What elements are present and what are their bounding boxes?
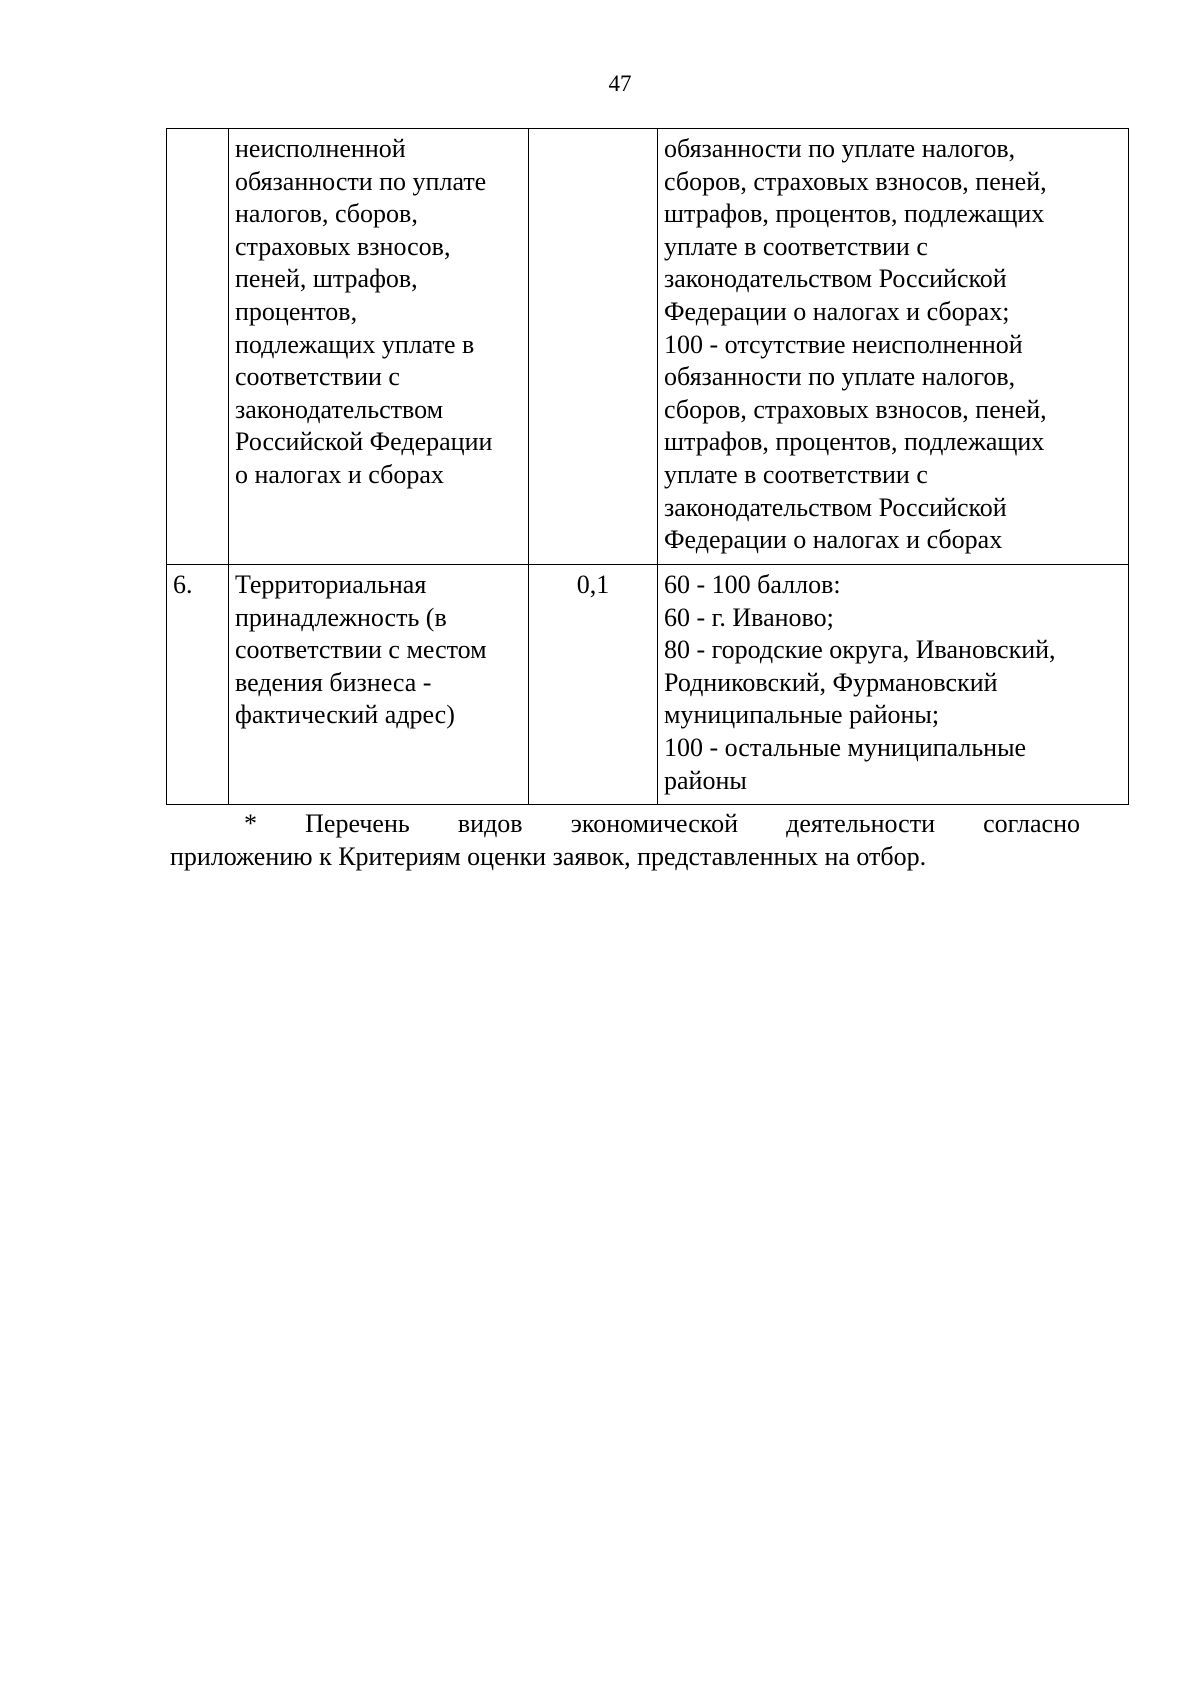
criterion-scores-cell: обязанности по уплате налогов, сборов, страховых взносов, пеней, штрафов, процентов, подлежащих уплате в соответствии с законодательством Российской Федерации о налогах и сборах; 100 - отсутствие неисполненной обязанности по уплате налогов, сборов, страховых взносов, пеней, штрафов, процентов, подлежащих уплате в соответствии с законодательством Российской Федерации о налогах и сборах bbox=[658, 129, 1129, 565]
footnote-line: * Перечень видов экономической деятельности согласно bbox=[244, 809, 1080, 838]
criterion-name-cell: неисполненной обязанности по уплате налогов, сборов, страховых взносов, пеней, штрафов, процентов, подлежащих уплате в соответствии с законодательством Российской Федерации о налогах и сборах bbox=[229, 129, 529, 565]
criterion-weight-cell bbox=[529, 129, 658, 565]
criterion-number-cell bbox=[167, 129, 229, 565]
criteria-table bbox=[166, 128, 1129, 805]
footnote bbox=[170, 808, 1080, 873]
page-number: 47 bbox=[608, 71, 632, 96]
table-row bbox=[167, 565, 1129, 805]
footnote-line: приложению к Критериям оценки заявок, представленных на отбор. bbox=[170, 841, 927, 871]
criterion-weight-cell: 0,1 bbox=[529, 565, 658, 805]
criterion-scores-cell: 60 - 100 баллов: 60 - г. Иваново; 80 - городские округа, Ивановский, Родниковский, Фурмановский муниципальные районы; 100 - остальные муниципальные районы bbox=[658, 565, 1129, 805]
criterion-name-cell: Территориальная принадлежность (в соответствии с местом ведения бизнеса - фактический адрес) bbox=[229, 565, 529, 805]
table-row bbox=[167, 129, 1129, 565]
criterion-number-cell: 6. bbox=[167, 565, 229, 805]
